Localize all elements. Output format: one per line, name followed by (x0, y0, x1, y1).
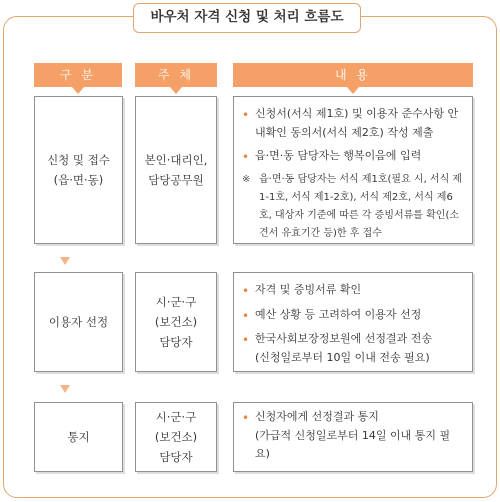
row-selection-content (233, 272, 473, 372)
header-category (34, 63, 122, 87)
content-item-text: 예산 상황 등 고려하여 이용자 선정 (255, 307, 422, 321)
row-application-category: 신청 및 접수 (읍·면·동) (34, 96, 123, 244)
content-item (242, 147, 421, 168)
bullet-icon: • (242, 333, 250, 348)
row-notification-content (233, 402, 473, 472)
flow-arrow-down-icon (60, 257, 70, 265)
bullet-icon: • (242, 149, 250, 164)
header-agent-pointer (170, 87, 182, 94)
bullet-icon: • (242, 410, 250, 425)
content-item (242, 408, 464, 465)
row-notification-category: 통지 (34, 402, 123, 472)
bullet-icon: • (242, 284, 250, 298)
header-category-pointer (72, 87, 84, 94)
row-application-content (233, 96, 473, 244)
content-item (242, 330, 432, 368)
content-item-text: 읍·면·동 담당자는 행복이음에 입력 (255, 148, 422, 162)
content-item-text: 한국사회보장정보원에 선정결과 전송 (신청일로부터 10일 이내 전송 필요) (255, 332, 433, 365)
header-content (233, 63, 473, 87)
row-application-agent: 본인·대리인, 담당공무원 (135, 96, 217, 244)
reference-mark: ※ (242, 174, 251, 186)
content-item-text: 자격 및 증빙서류 확인 (255, 283, 362, 296)
content-item-text: 신청자에게 선정결과 통지 (가급적 신청일로부터 14일 이내 통지 필요) (255, 409, 451, 461)
content-item (242, 105, 464, 143)
row-selection-category: 이용자 선정 (34, 272, 123, 372)
bullet-icon: • (242, 308, 250, 323)
bullet-icon: • (242, 108, 250, 122)
content-note (242, 171, 464, 243)
flow-arrow-down-icon (60, 385, 70, 393)
diagram-title: 바우처 자격 신청 및 처리 흐름도 (133, 3, 361, 33)
header-content-label: 내 용 (335, 68, 371, 82)
content-note-text: 읍·면·동 담당자는 서식 제1호(필요 시, 서식 제1-1호, 서식 제1-2호), 서식 제2호, 서식 제6호, 대상자 기준에 따른 각 증빙서류를 확인(소견서 유효기간 등)한 후 접수 (259, 174, 463, 240)
content-item (242, 281, 361, 302)
header-agent-label: 주 체 (158, 68, 194, 82)
row-selection-agent: 시·군·구 (보건소) 담당자 (135, 272, 217, 372)
header-category-label: 구 분 (60, 68, 96, 82)
header-content-pointer (347, 87, 359, 94)
content-item (242, 306, 421, 327)
header-agent (135, 63, 217, 87)
row-notification-agent: 시·군·구 (보건소) 담당자 (135, 402, 217, 472)
content-item-text: 신청서(서식 제1호) 및 이용자 준수사항 안내확인 동의서(서식 제2호) 작성 제출 (255, 107, 459, 139)
